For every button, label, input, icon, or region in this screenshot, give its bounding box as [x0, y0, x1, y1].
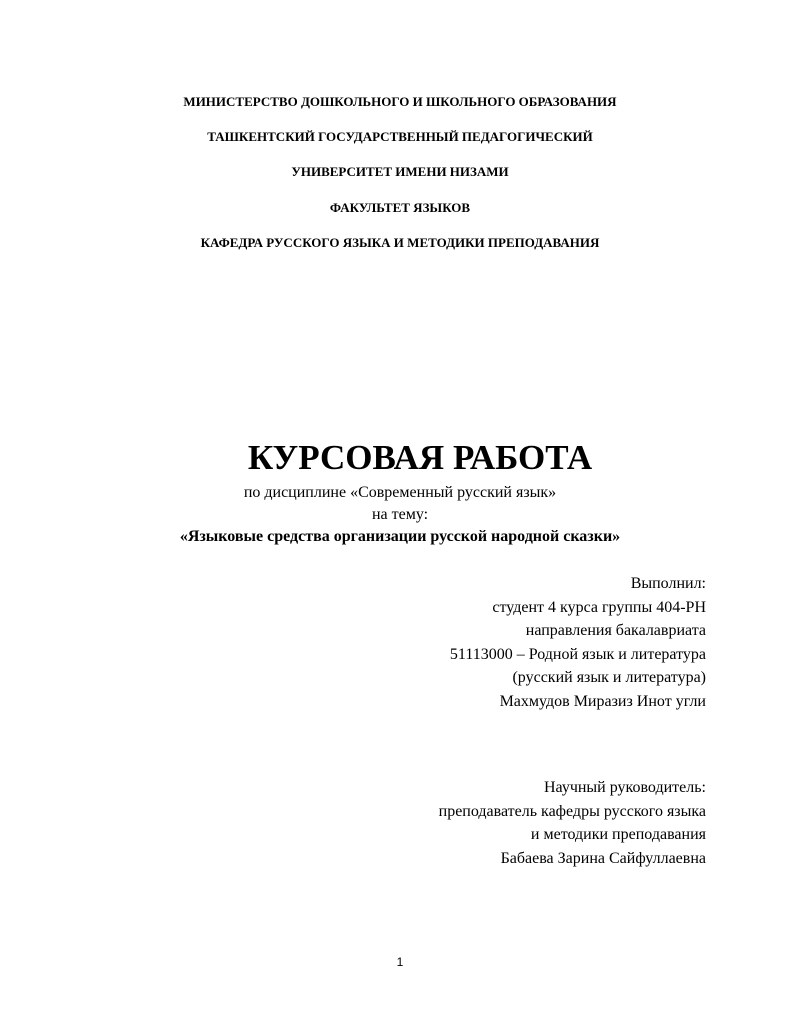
department-heading: КАФЕДРА РУССКОГО ЯЗЫКА И МЕТОДИКИ ПРЕПОДАВАНИЯ — [200, 235, 600, 250]
author-line-3: 51113000 – Родной язык и литература — [449, 645, 706, 663]
author-line-1: студент 4 курса группы 404-РН — [492, 598, 706, 616]
supervisor-label: Научный руководитель: — [543, 779, 706, 796]
supervisor-block — [439, 776, 706, 870]
author-label: Выполнил: — [630, 575, 706, 592]
author-block — [450, 572, 706, 713]
supervisor-line-2: и методики преподавания — [530, 826, 706, 843]
supervisor-name: Бабаева Зарина Сайфуллаевна — [500, 849, 706, 867]
page-number: 1 — [396, 955, 404, 969]
discipline-line: по дисциплине «Современный русский язык» — [243, 484, 557, 501]
university-heading-line1: ТАШКЕНТСКИЙ ГОСУДАРСТВЕННЫЙ ПЕДАГОГИЧЕСКИЙ — [207, 129, 593, 144]
author-line-4: (русский язык и литература) — [512, 669, 706, 686]
work-title: КУРСОВАЯ РАБОТА — [247, 438, 593, 477]
author-line-2: направления бакалавриата — [525, 622, 706, 639]
ministry-heading: МИНИСТЕРСТВО ДОШКОЛЬНОГО И ШКОЛЬНОГО ОБРАЗОВАНИЯ — [183, 94, 617, 109]
topic-title: «Языковые средства организации русской народной сказки» — [179, 528, 621, 545]
author-name: Махмудов Миразиз Инот угли — [499, 692, 706, 710]
faculty-heading: ФАКУЛЬТЕТ ЯЗЫКОВ — [329, 200, 471, 215]
supervisor-line-1: преподаватель кафедры русского языка — [438, 802, 706, 820]
topic-label: на тему: — [371, 506, 429, 523]
university-heading-line2: УНИВЕРСИТЕТ ИМЕНИ НИЗАМИ — [291, 164, 509, 179]
